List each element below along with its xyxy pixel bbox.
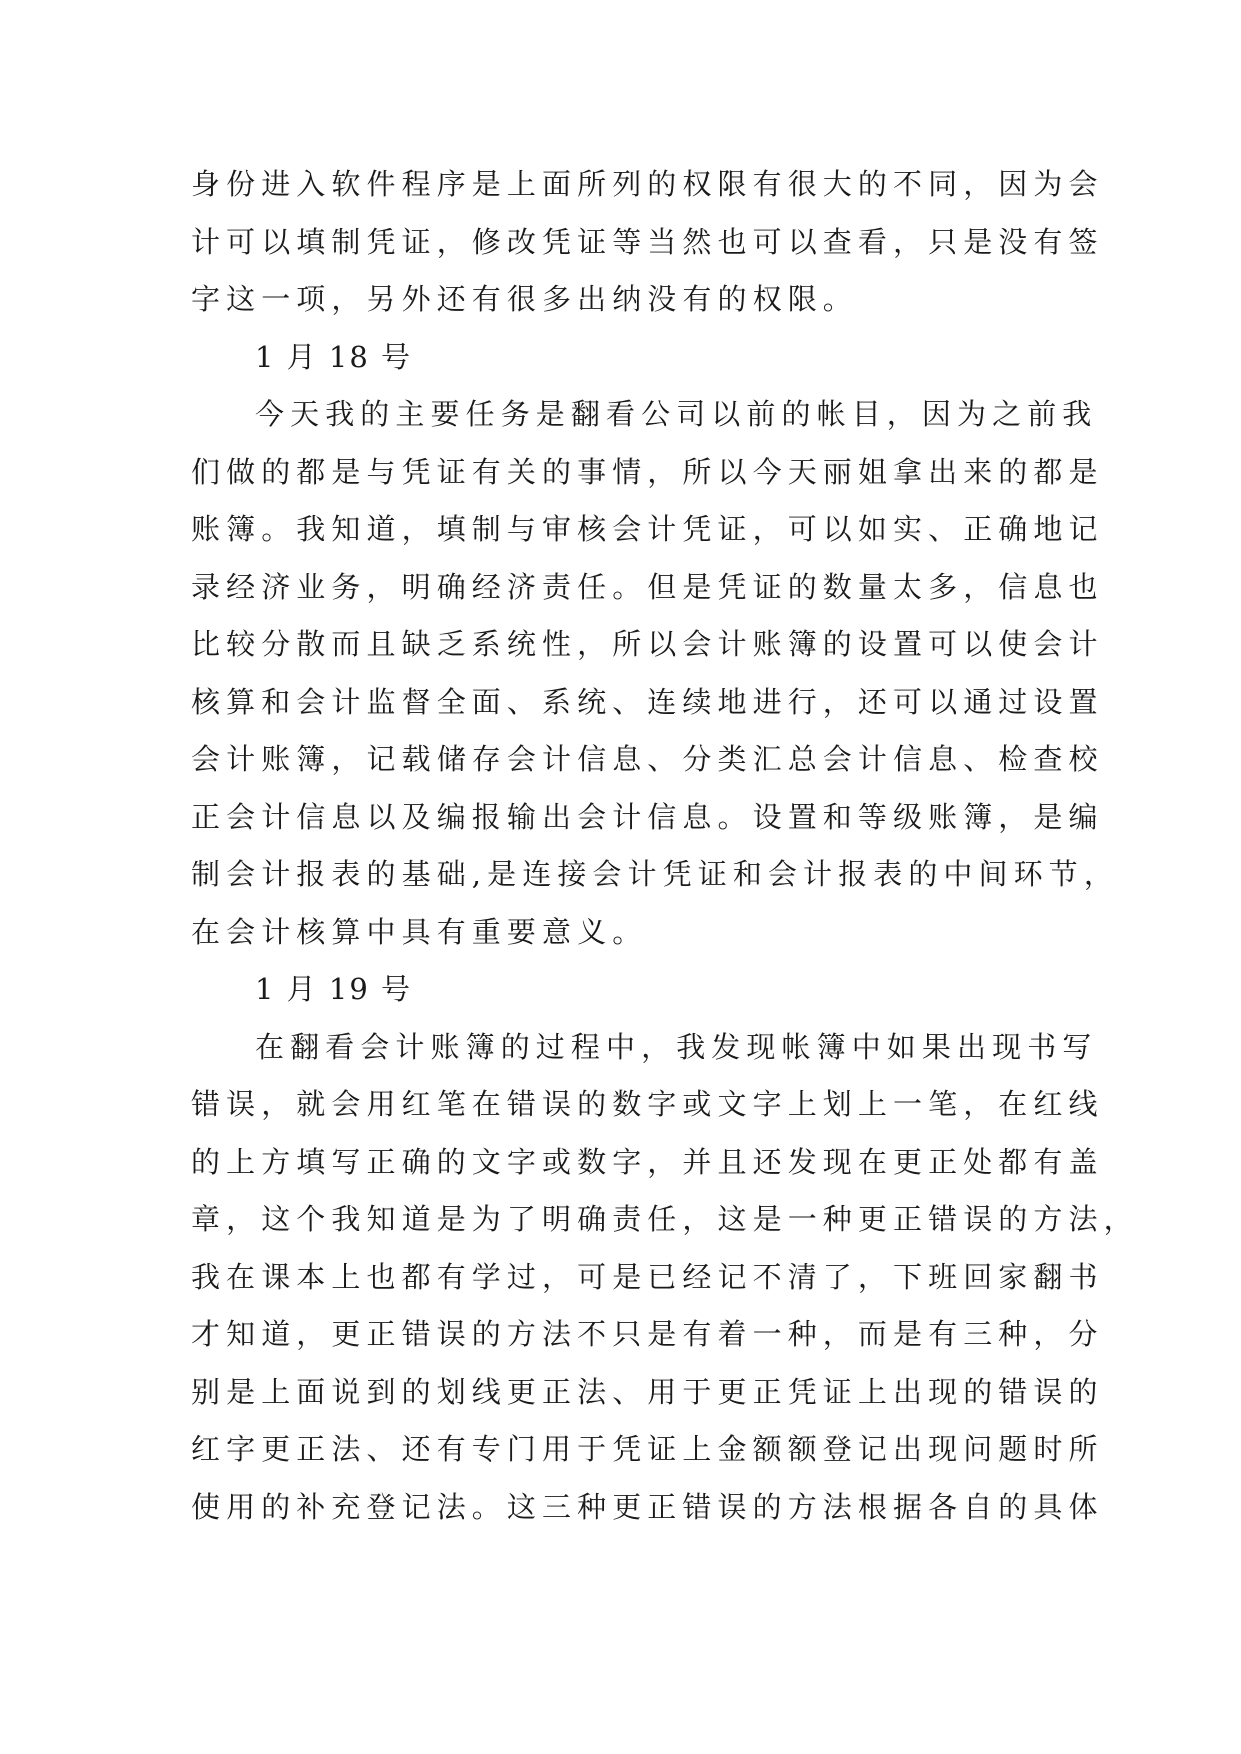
text-line: 计可以填制凭证，修改凭证等当然也可以查看，只是没有签 (191, 224, 1104, 259)
text-line: 才知道，更正错误的方法不只是有着一种，而是有三种，分 (191, 1317, 1104, 1351)
text-line: 正会计信息以及编报输出会计信息。设置和等级账簿，是编 (191, 799, 1104, 834)
date-heading: 1 月 19 号 (255, 972, 413, 1006)
text-line: 使用的补充登记法。这三种更正错误的方法根据各自的具体 (191, 1489, 1104, 1524)
paragraph (191, 386, 1119, 961)
text-line: 错误，就会用红笔在错误的数字或文字上划上一笔，在红线 (191, 1087, 1104, 1121)
text-line: 制会计报表的基础,是连接会计凭证和会计报表的中间环节， (191, 857, 1119, 891)
text-line: 我在课本上也都有学过，可是已经记不清了，下班回家翻书 (191, 1259, 1104, 1294)
text-line: 字这一项，另外还有很多出纳没有的权限。 (191, 282, 858, 316)
document-body (191, 156, 1139, 1536)
text-line: 章，这个我知道是为了明确责任，这是一种更正错误的方法， (191, 1202, 1139, 1236)
text-line: 在翻看会计账簿的过程中，我发现帐簿中如果出现书写 (255, 1029, 1098, 1064)
text-line: 的上方填写正确的文字或数字，并且还发现在更正处都有盖 (191, 1144, 1104, 1179)
paragraph (191, 1019, 1139, 1537)
text-line: 账簿。我知道，填制与审核会计凭证，可以如实、正确地记 (191, 512, 1104, 546)
text-line: 们做的都是与凭证有关的事情，所以今天丽姐拿出来的都是 (191, 454, 1104, 489)
text-line: 会计账簿，记载储存会计信息、分类汇总会计信息、检查校 (191, 742, 1104, 776)
text-line: 身份进入软件程序是上面所列的权限有很大的不同，因为会 (191, 167, 1104, 201)
text-line: 红字更正法、还有专门用于凭证上金额额登记出现问题时所 (191, 1432, 1104, 1466)
text-line: 核算和会计监督全面、系统、连续地进行，还可以通过设置 (191, 684, 1104, 719)
text-line: 比较分散而且缺乏系统性，所以会计账簿的设置可以使会计 (191, 627, 1104, 661)
text-line: 别是上面说到的划线更正法、用于更正凭证上出现的错误的 (191, 1374, 1104, 1409)
text-line: 在会计核算中具有重要意义。 (191, 914, 648, 949)
text-line: 录经济业务，明确经济责任。但是凭证的数量太多，信息也 (191, 569, 1104, 604)
date-heading: 1 月 18 号 (255, 339, 413, 374)
paragraph (191, 156, 1104, 329)
text-line: 今天我的主要任务是翻看公司以前的帐目，因为之前我 (255, 397, 1098, 431)
